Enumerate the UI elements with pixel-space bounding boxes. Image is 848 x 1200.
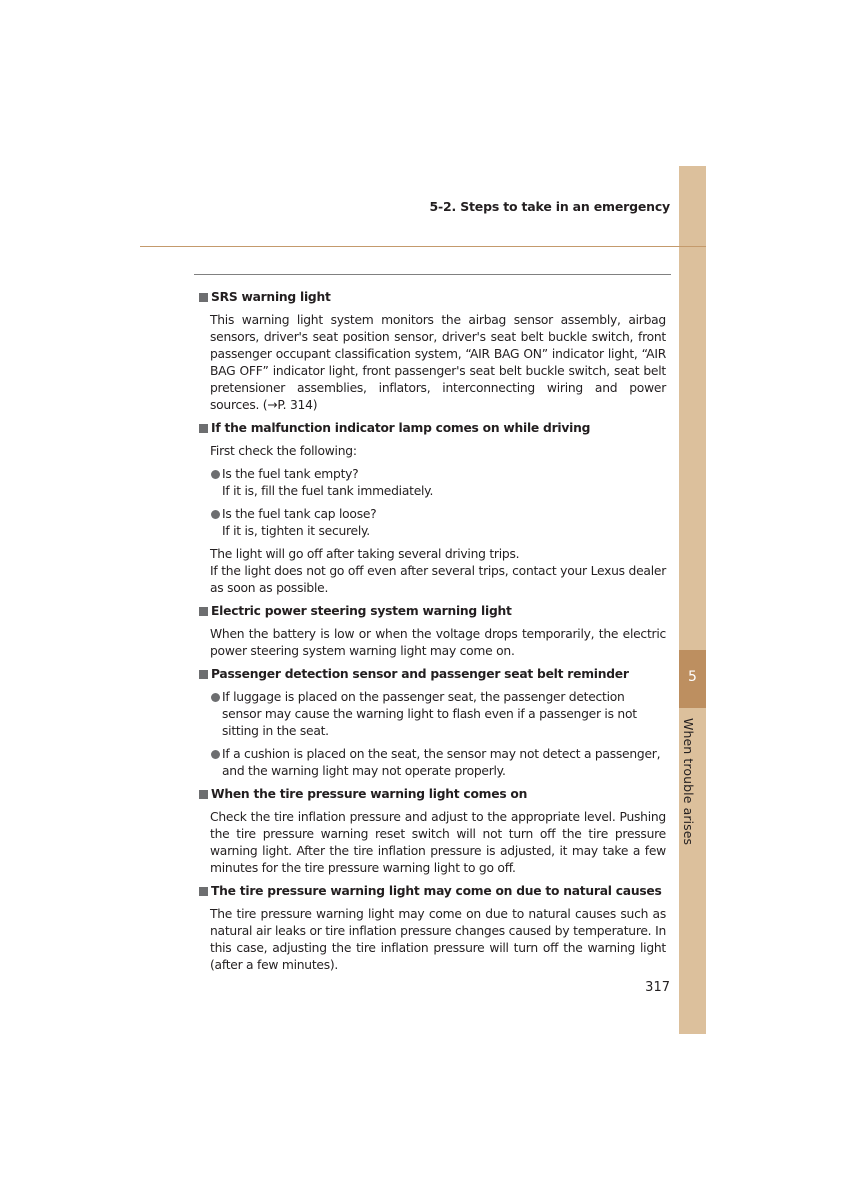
round-bullet-icon xyxy=(211,693,220,702)
square-bullet-icon xyxy=(199,293,208,302)
running-head: 5-2. Steps to take in an emergency xyxy=(429,199,670,214)
section-heading xyxy=(198,883,666,900)
chapter-number: 5 xyxy=(688,669,697,685)
section-heading-text: Passenger detection sensor and passenger seat belt reminder xyxy=(211,667,629,681)
section-heading-text: Electric power steering system warning light xyxy=(211,604,512,618)
section-heading xyxy=(198,289,666,306)
section-body: This warning light system monitors the airbag sensor assembly, airbag sensors, driver's seat position sensor, driver's seat belt buckle switch, front passenger occupant classification system, “AIR BAG ON” indicator light, “AIR BAG OFF” indicator light, front passenger's seat belt buckle switch, seat belt pretensioner assemblies, inflators, interconnecting wiring and power sources. (→P. 314) xyxy=(210,313,666,412)
content-rule xyxy=(194,274,671,275)
list-item-text: If a cushion is placed on the seat, the sensor may not detect a passenger, and the warning light may not operate properly. xyxy=(222,747,661,778)
round-bullet-icon xyxy=(211,470,220,479)
list-item-answer: If it is, fill the fuel tank immediately. xyxy=(222,484,434,498)
section-heading-text: SRS warning light xyxy=(211,290,331,304)
section-outro xyxy=(210,546,666,597)
round-bullet-icon xyxy=(211,510,220,519)
page-content xyxy=(198,289,666,974)
square-bullet-icon xyxy=(199,670,208,679)
square-bullet-icon xyxy=(199,607,208,616)
side-tab xyxy=(679,166,706,1034)
square-bullet-icon xyxy=(199,887,208,896)
section-body: When the battery is low or when the voltage drops temporarily, the electric power steering system warning light may come on. xyxy=(210,627,666,658)
list-item xyxy=(210,689,666,740)
round-bullet-icon xyxy=(211,750,220,759)
section-heading-text: When the tire pressure warning light comes on xyxy=(211,787,528,801)
list-item xyxy=(210,466,666,500)
section-heading xyxy=(198,786,666,803)
list-item-answer: If it is, tighten it securely. xyxy=(222,524,370,538)
chapter-title: When trouble arises xyxy=(681,718,696,846)
page-number: 317 xyxy=(645,980,670,995)
square-bullet-icon xyxy=(199,790,208,799)
section-heading xyxy=(198,666,666,683)
list-item-question: Is the fuel tank cap loose? xyxy=(222,507,377,521)
section-heading-text: The tire pressure warning light may come on due to natural causes xyxy=(211,884,662,898)
header-rule xyxy=(140,246,706,247)
section-heading xyxy=(198,603,666,620)
outro-line: The light will go off after taking several driving trips. xyxy=(210,547,520,561)
section-intro: First check the following: xyxy=(210,444,357,458)
list-item xyxy=(210,746,666,780)
section-body: Check the tire inflation pressure and adjust to the appropriate level. Pushing the tire pressure warning reset switch will not turn off the tire pressure warning light. After the tire inflation pressure is adjusted, it may take a few minutes for the tire pressure warning light to go off. xyxy=(210,810,666,875)
list-item-text: If luggage is placed on the passenger seat, the passenger detection sensor may cause the warning light to flash even if a passenger is not sitting in the seat. xyxy=(222,690,637,738)
section-heading-text: If the malfunction indicator lamp comes on while driving xyxy=(211,421,591,435)
list-item-question: Is the fuel tank empty? xyxy=(222,467,359,481)
outro-line: If the light does not go off even after several trips, contact your Lexus dealer as soon as possible. xyxy=(210,564,666,595)
square-bullet-icon xyxy=(199,424,208,433)
list-item xyxy=(210,506,666,540)
section-body: The tire pressure warning light may come on due to natural causes such as natural air leaks or tire inflation pressure changes caused by temperature. In this case, adjusting the tire inflation pressure will turn off the warning light (after a few minutes). xyxy=(210,907,666,972)
section-heading xyxy=(198,420,666,437)
